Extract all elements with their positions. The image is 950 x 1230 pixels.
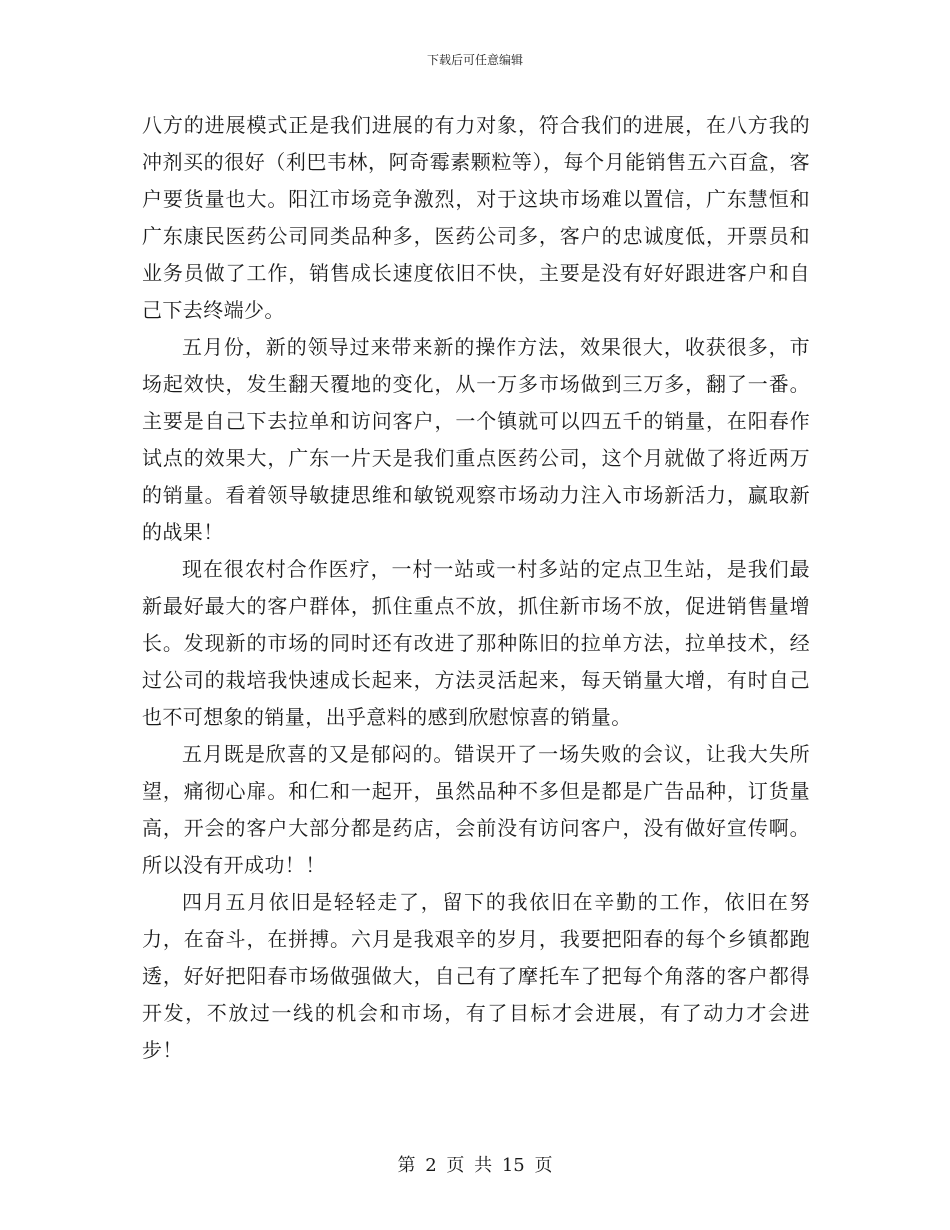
- paragraph-failed-meeting: 五月既是欣喜的又是郁闷的。错误开了一场失败的会议，让我大失所望，痛彻心扉。和仁和一起开，虽然品种不多但是都是广告品种，订货量高，开会的客户大部分都是药店，会前没有访问客户，没有做好宣传啊。所以没有开成功！！: [142, 742, 810, 877]
- page-number-footer: 第 2 页 共 15 页: [397, 1155, 553, 1176]
- paragraph-may-new-leader: 五月份，新的领导过来带来新的操作方法，效果很大，收获很多，市场起效快，发生翻天覆地的变化，从一万多市场做到三万多，翻了一番。主要是自己下去拉单和访问客户，一个镇就可以四五千的销量，在阳春作试点的效果大，广东一片天是我们重点医药公司，这个月就做了将近两万的销量。看着领导敏捷思维和敏锐观察市场动力注入市场新活力，赢取新的战果！: [142, 335, 810, 544]
- paragraph-rural-cooperative: 现在很农村合作医疗，一村一站或一村多站的定点卫生站，是我们最新最好最大的客户群体，抓住重点不放，抓住新市场不放，促进销售量增长。发现新的市场的同时还有改进了那种陈旧的拉单方法，拉单技术，经过公司的栽培我快速成长起来，方法灵活起来，每天销量大增，有时自己也不可想象的销量，出乎意料的感到欣慰惊喜的销量。: [142, 557, 810, 729]
- page-header-note: 下载后可任意编辑: [426, 53, 523, 67]
- paragraph-continuation: 八方的进展模式正是我们进展的有力对象，符合我们的进展，在八方我的冲剂买的很好（利巴韦林，阿奇霉素颗粒等），每个月能销售五六百盒，客户要货量也大。阳江市场竞争激烈，对于这块市场难以置信，广东慧恒和广东康民医药公司同类品种多，医药公司多，客户的忠诚度低，开票员和业务员做了工作，销售成长速度依旧不快，主要是没有好好跟进客户和自己下去终端少。: [142, 113, 810, 322]
- paragraph-june-plan: 四月五月依旧是轻轻走了，留下的我依旧在辛勤的工作，依旧在努力，在奋斗，在拼搏。六月是我艰辛的岁月，我要把阳春的每个乡镇都跑透，好好把阳春市场做强做大，自己有了摩托车了把每个角落的客户都得开发，不放过一线的机会和市场，有了目标才会进展，有了动力才会进步！: [142, 890, 810, 1062]
- document-body: [142, 107, 810, 1069]
